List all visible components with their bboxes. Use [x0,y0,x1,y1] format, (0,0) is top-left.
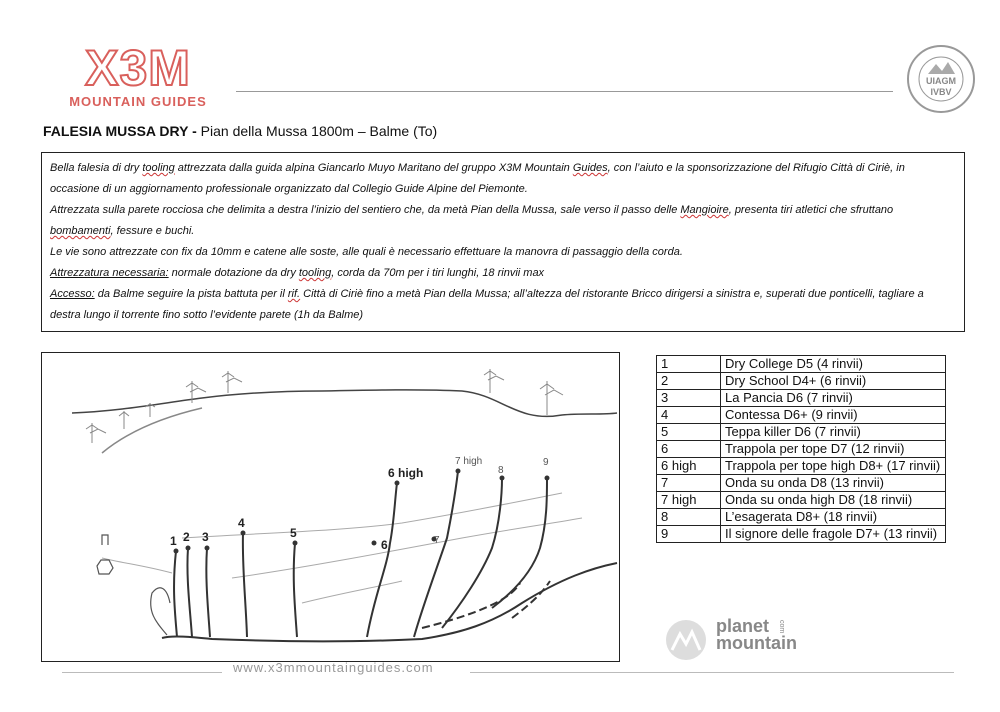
planet-line1: planet [716,616,770,636]
route-label-9: 9 [543,457,549,468]
table-row [657,458,946,475]
route-number-cell: 1 [657,356,721,373]
route-description-cell: Dry School D4+ (6 rinvii) [721,373,946,390]
route-number-cell: 9 [657,526,721,543]
text-fragment: tooling [142,162,175,174]
route-label-7-high: 7 high [455,456,483,467]
route-label-1: 1 [170,534,177,548]
header-divider [236,91,893,92]
route-label-6-high: 6 high [388,466,424,480]
route-label-6: 6 [381,538,388,552]
text-fragment: attrezzata dalla guida alpina Giancarlo Muyo Maritano del gruppo X3M Mountain [174,162,573,174]
routes-table-body [657,356,946,543]
access-paragraph [50,284,956,326]
route-description-cell: Contessa D6+ (9 rinvii) [721,407,946,424]
route-description-cell: Il signore delle fragole D7+ (13 rinvii) [721,526,946,543]
text-fragment: Bella falesia di dry [50,162,143,174]
routes-table [656,355,946,543]
tree-sketches [86,369,563,443]
equipment-paragraph [50,263,956,284]
page-title [43,123,437,139]
table-row [657,390,946,407]
table-row [657,526,946,543]
footer-url[interactable]: www.x3mmountainguides.com [233,660,434,675]
route-description-cell: La Pancia D6 (7 rinvii) [721,390,946,407]
footer-divider-left [62,672,222,673]
description-box [41,152,965,332]
title-subtitle: Pian della Mussa 1800m – Balme (To) [196,123,438,139]
logo-main-text: X3M [85,40,191,96]
route-label-8: 8 [498,465,504,476]
route-label-2: 2 [183,530,190,544]
table-row [657,407,946,424]
title-name: FALESIA MUSSA DRY - [43,123,197,139]
route-description-cell: Trappola per tope high D8+ (17 rinvii) [721,458,946,475]
seal-center-top: UIAGM [926,76,956,86]
footer-divider-right [470,672,954,673]
topo-sketch [42,353,619,661]
text-fragment: rif. [287,288,301,300]
table-row [657,441,946,458]
description-paragraph [50,200,956,242]
text-fragment: da Balme seguire la pista battuta per il [94,288,288,300]
text-fragment: , presenta tiri atletici che sfruttano [728,204,894,216]
route-description-cell: Teppa killer D6 (7 rinvii) [721,424,946,441]
logo-sub-text: MOUNTAIN GUIDES [69,94,207,109]
route-number-cell: 2 [657,373,721,390]
crag-topo-drawing [41,352,620,662]
route-number-cell: 7 high [657,492,721,509]
text-fragment: Guides [572,162,608,174]
ridge-line [72,390,617,453]
route-number-cell: 7 [657,475,721,492]
description-paragraph: Le vie sono attrezzate con fix da 10mm e catene alle soste, alle quali è necessario effettuare la manovra di passaggio della corda. [50,246,683,258]
text-fragment: bombamenti [50,225,111,237]
route-number-labels [170,466,423,552]
boulder-sketches [97,535,170,635]
x3m-logo [52,40,224,109]
text-fragment: normale dotazione da dry [168,267,299,279]
planet-badge: com [778,620,785,634]
route-label-4: 4 [238,516,245,530]
table-row [657,475,946,492]
route-description-cell: Dry College D5 (4 rinvii) [721,356,946,373]
description-paragraph [50,158,956,200]
route-number-cell: 6 [657,441,721,458]
text-fragment: tooling [298,267,332,279]
route-label-3: 3 [202,530,209,544]
uiagm-seal-icon [906,44,976,114]
access-label: Accesso: [50,288,95,300]
seal-center-bottom: IVBV [930,87,952,97]
route-description-cell: Onda su onda high D8 (18 rinvii) [721,492,946,509]
text-fragment: , con l’aiuto e la sponsorizzazione del Rifugio Città di Ciriè, in occasione di un aggiornamento professionale organizzato dal Collegio Guide Alpine del Piemonte. [50,162,905,195]
table-row [657,424,946,441]
equipment-label: Attrezzatura necessaria: [50,267,169,279]
text-fragment: , fessure e buchi. [110,225,195,237]
text-fragment: Città di Ciriè fino a metà Pian della Mussa; all’altezza del ristorante Bricco dirigersi a sinistra e, superati due ponticelli, tagliare a destra lungo il torrente fino sotto l’evidente parete (1h da Balme) [50,288,924,321]
route-number-cell: 5 [657,424,721,441]
route-number-cell: 3 [657,390,721,407]
route-label-5: 5 [290,526,297,540]
table-row [657,356,946,373]
text-fragment: Attrezzata sulla parete rocciosa che delimita a destra l’inizio del sentiero che, da metà Pian della Mussa, sale verso il passo delle [50,204,681,216]
route-number-cell: 8 [657,509,721,526]
text-fragment: Mangioire [680,204,729,216]
table-row [657,373,946,390]
ground-line [162,563,617,641]
table-row [657,509,946,526]
text-fragment: , corda da 70m per i tiri lunghi, 18 rinvii max [331,267,545,279]
table-row [657,492,946,509]
route-number-cell: 4 [657,407,721,424]
planet-line2: mountain [716,633,797,653]
route-label-7: 7 [434,535,440,546]
route-description-cell: Onda su onda D8 (13 rinvii) [721,475,946,492]
route-lines [174,471,550,637]
route-description-cell: L’esagerata D8+ (18 rinvii) [721,509,946,526]
route-description-cell: Trappola per tope D7 (12 rinvii) [721,441,946,458]
route-number-cell: 6 high [657,458,721,475]
